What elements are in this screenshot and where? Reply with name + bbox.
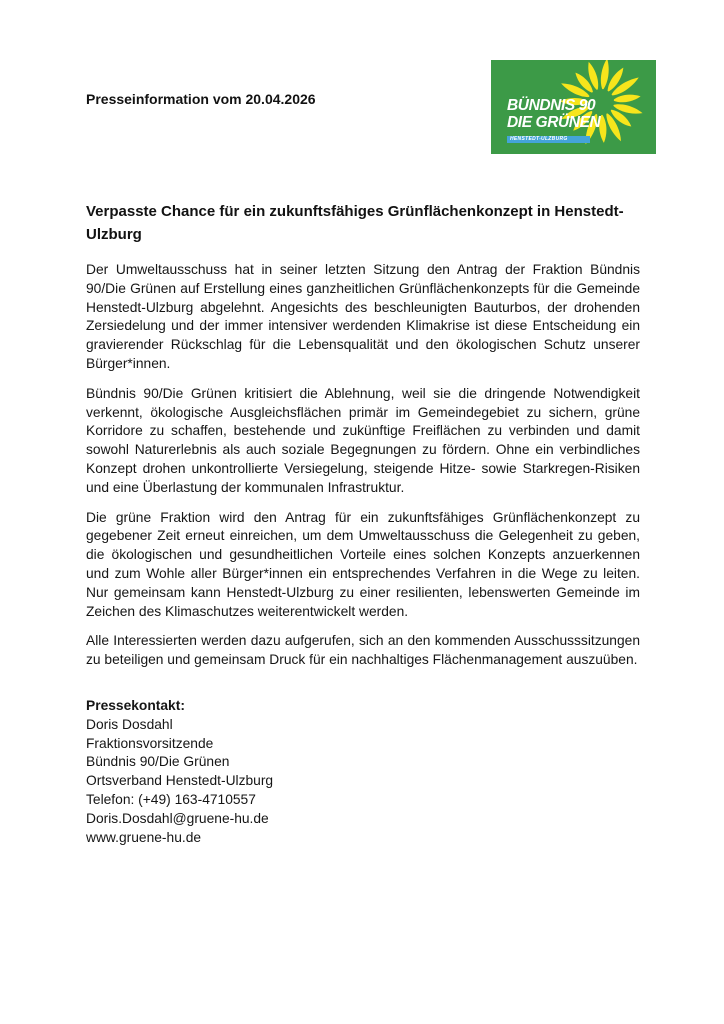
contact-role: Fraktionsvorsitzende — [86, 735, 214, 751]
logo-wordmark-line2: DIE GRÜNEN — [507, 113, 601, 131]
logo-wordmark — [507, 98, 600, 131]
page-title-line2: Ulzburg — [86, 226, 142, 243]
paragraph-3 — [86, 509, 640, 622]
contact-name: Doris Dosdahl — [86, 716, 173, 732]
paragraph-3-part1: Die grüne Fraktion wird den Antrag für ein zukunftsfähiges Grünflächenkonzept zu gegebener Zeit erneut einreichen, um dem Umweltausschuss die Gelegenheit zu geben, die ökologischen und gesundheitlichen Vorteile eines solchen Konzepts anzuerkennen und zum Wohle aller Bürger*innen ein entsprechendes Verfahren in die Wege zu leiten. — [86, 509, 640, 581]
paragraph-2: Bündnis 90/Die Grünen kritisiert die Ablehnung, weil sie die dringende Notwendigkeit verkennt, ökologische Ausgleichsflächen primär im Gemeindegebiet zu sichern, grüne Korridore zu schaffen, bestehende und zukünftige Freiflächen zu verbinden und damit sowohl Naturerlebnis als auch soziale Begegnungen zu fördern. Ohne ein verbindliches Konzept drohen unkontrollierte Versiegelung, steigende Hitze- sowie Starkregen-Risiken und eine Überlastung der kommunalen Infrastruktur. — [86, 385, 640, 495]
paragraph-4: Alle Interessierten werden dazu aufgerufen, sich an den kommenden Ausschusssitzungen zu beteiligen und gemeinsam Druck für ein nachhaltiges Flächenmanagement auszuüben. — [86, 633, 640, 668]
paragraph-1: Der Umweltausschuss hat in seiner letzten Sitzung den Antrag der Fraktion Bündnis 90/Die Grünen auf Erstellung eines ganzheitlichen Grünflächenkonzepts für die Gemeinde Henstedt-Ulzburg abgelehnt. Angesichts des beschleunigten Bauturbos, der drohenden Zersiedelung und der immer intensiver werdenden Klimakrise ist diese Entscheidung ein gravierender Rückschlag für die Lebensqualität und den ökologischen Schutz unserer Bürger*innen. — [86, 262, 640, 371]
party-logo — [491, 60, 656, 154]
press-release-body — [86, 261, 640, 847]
contact-party: Bündnis 90/Die Grünen — [86, 754, 230, 770]
paragraph-3-part2: Nur gemeinsam kann Henstedt-Ulzburg zu einer resilienten, lebenswerten Gemeinde im Zeichen des Klimaschutzes weiterentwickelt werden. — [86, 584, 640, 619]
press-contact-block — [86, 697, 640, 847]
page-title — [86, 200, 686, 246]
contact-email: Doris.Dosdahl@gruene-hu.de — [86, 810, 269, 826]
contact-website: www.gruene-hu.de — [86, 829, 202, 845]
logo-wordmark-line1: BÜNDNIS 90 — [507, 97, 596, 114]
contact-org: Ortsverband Henstedt-Ulzburg — [86, 773, 274, 789]
page-title-line1: Verpasste Chance für ein zukunftsfähiges Grünflächenkonzept in Henstedt- — [86, 203, 624, 220]
contact-heading: Pressekontakt: — [86, 697, 185, 713]
logo-location-bar: HENSTEDT-ULZBURG — [507, 136, 590, 143]
press-dateline: Presseinformation vom 20.04.2026 — [86, 91, 316, 107]
contact-phone: Telefon: (+49) 163-4710557 — [86, 791, 256, 807]
